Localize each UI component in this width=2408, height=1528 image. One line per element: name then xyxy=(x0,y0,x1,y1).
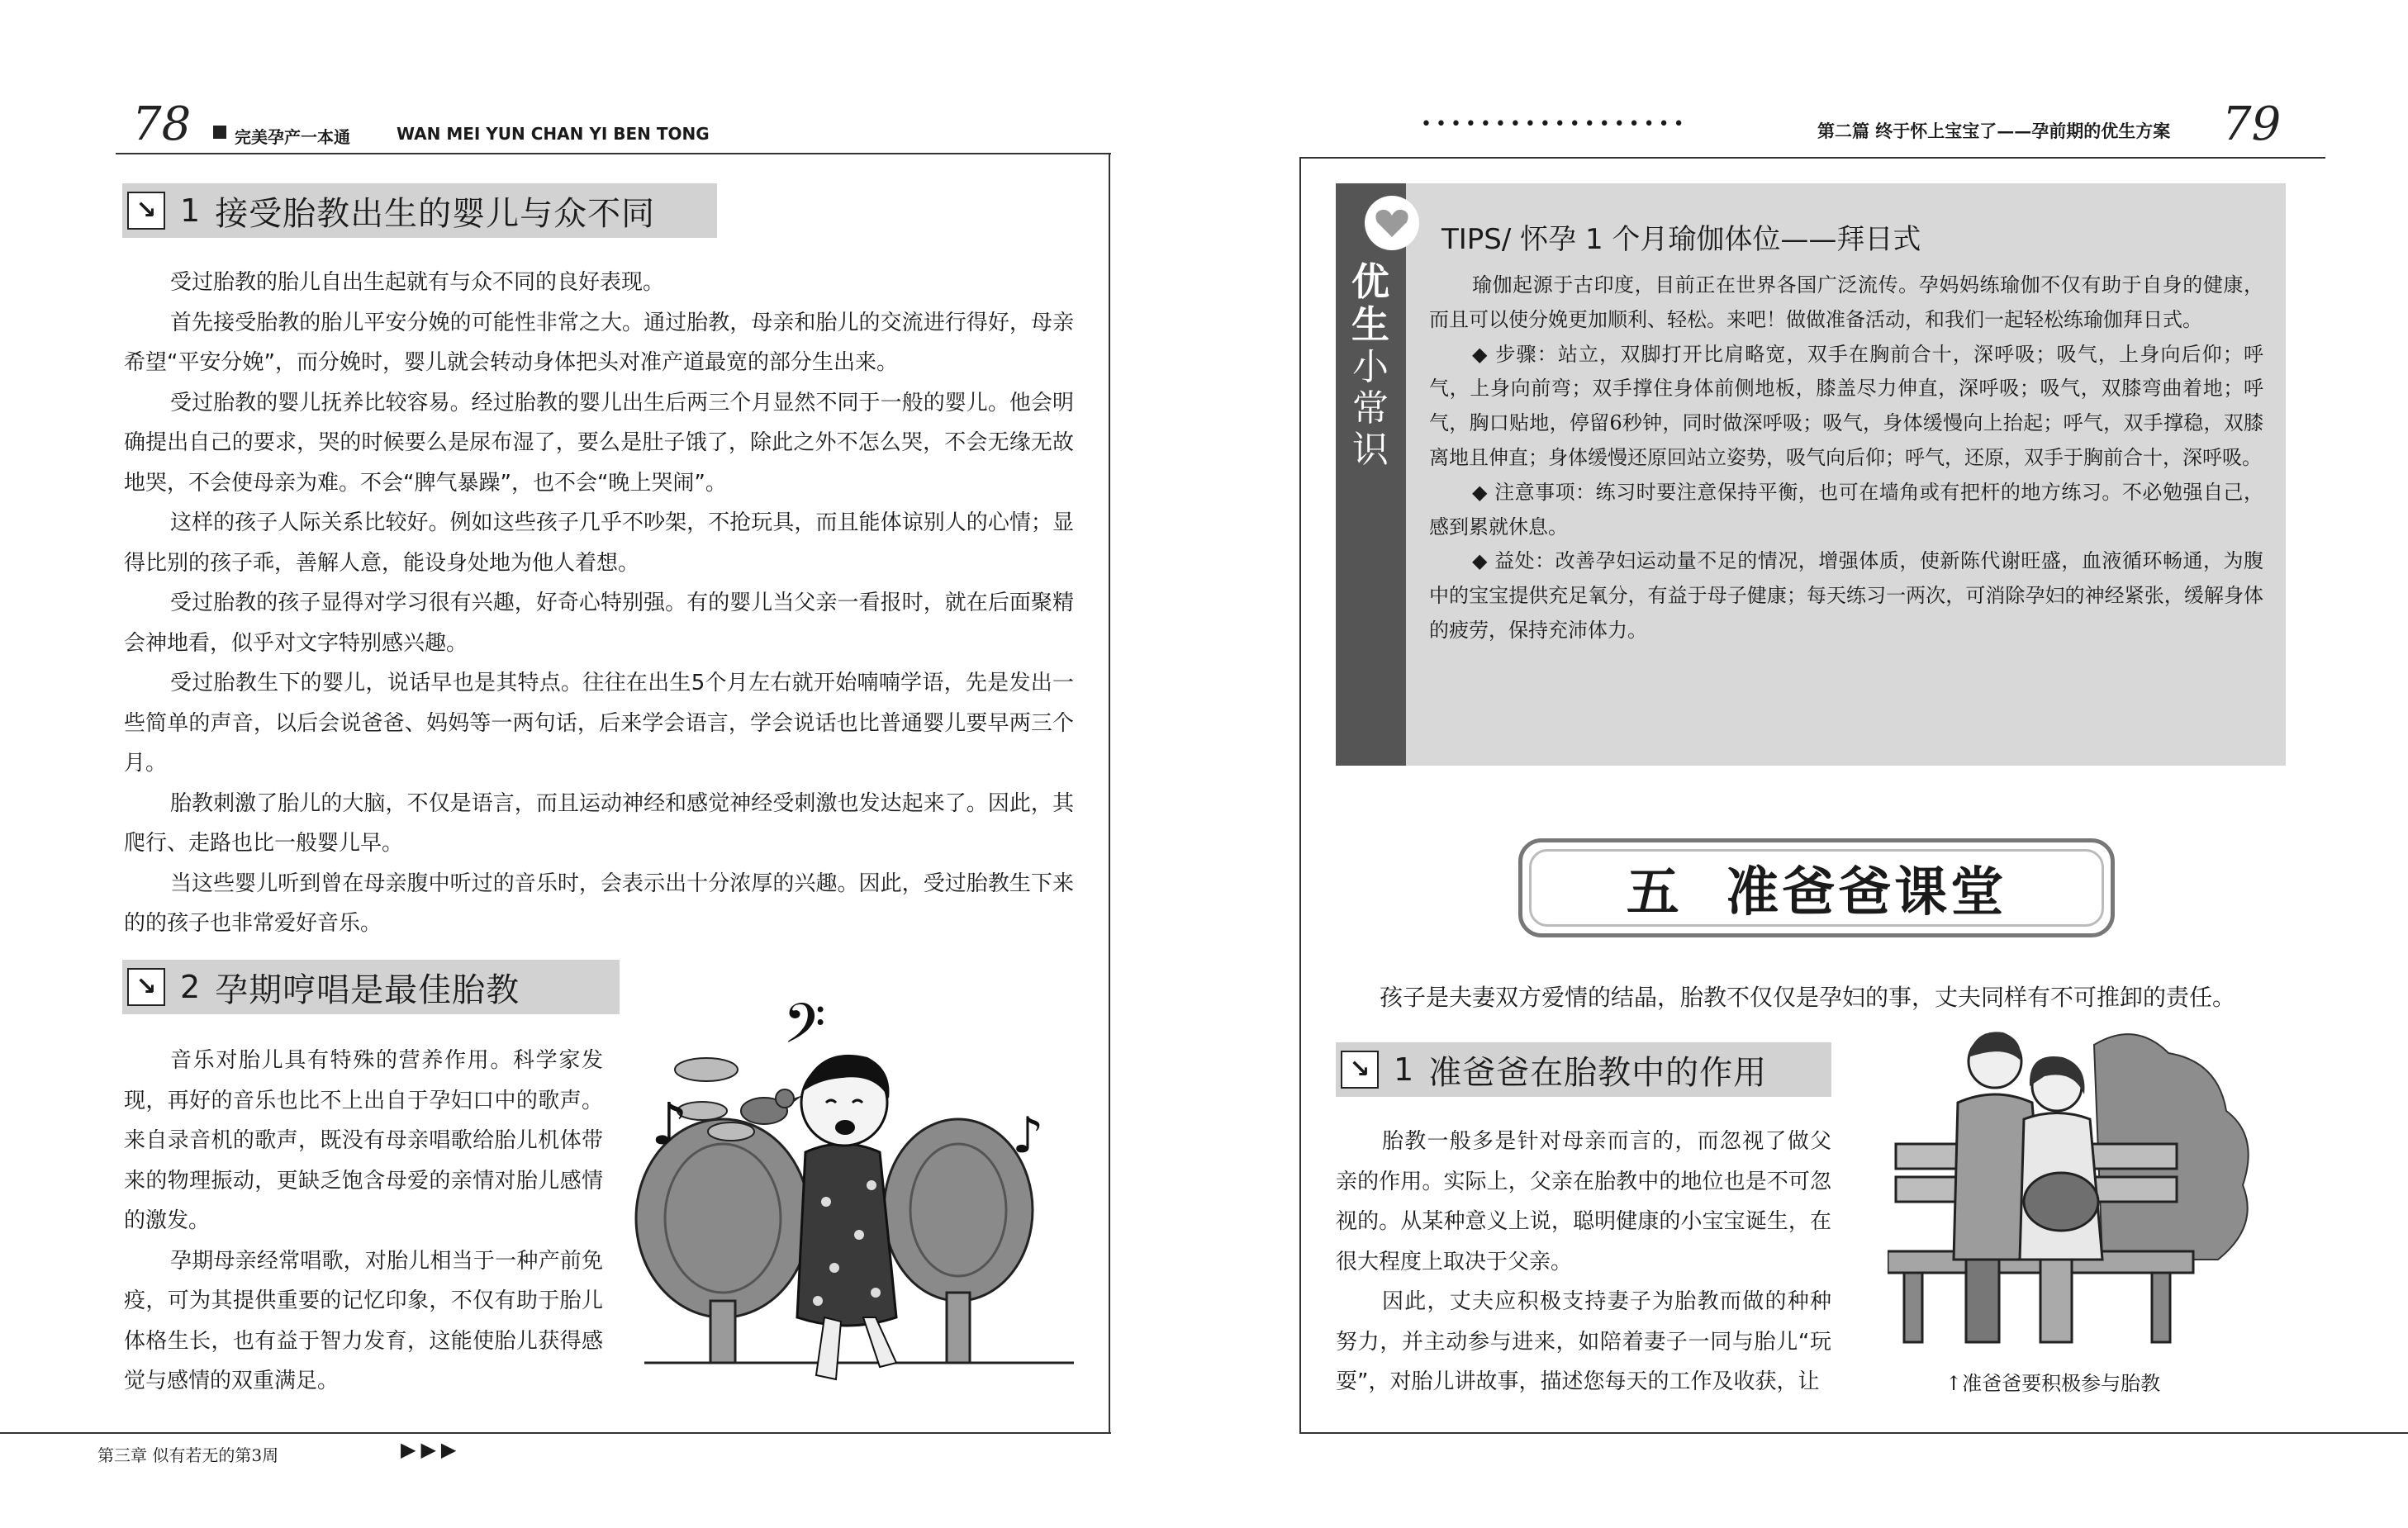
arrow-icon: ↘ xyxy=(1341,1051,1379,1089)
left-page-number: 78 xyxy=(132,97,192,151)
mother-figure xyxy=(797,1055,896,1379)
paragraph: 受过胎教的孩子显得对学习很有兴趣，好奇心特别强。有的婴儿当父亲一看报时，就在后面聚精会神地看，似乎对文字特别感兴趣。 xyxy=(124,591,1074,656)
paragraph: 孕期母亲经常唱歌，对胎儿相当于一种产前免疫，可为其提供重要的记忆印象，不仅有助于胎儿体格生长，也有益于智力发育，这能使胎儿获得感觉与感情的双重满足。 xyxy=(124,1248,603,1393)
cloud-icon xyxy=(708,1122,754,1141)
left-header-rule xyxy=(116,153,1111,154)
bass-clef-icon: 𝄢 xyxy=(783,992,826,1069)
left-page-border xyxy=(1109,154,1110,1432)
chapter-title-box xyxy=(1518,838,2115,937)
paragraph: 首先接受胎教的胎儿平安分娩的可能性非常之大。通过胎教，母亲和胎儿的交流进行得好，母亲希望“平安分娩”，而分娩时，婴儿就会转动身体把头对准产道最宽的部分生出来。 xyxy=(124,310,1074,375)
arrow-icon: ↘ xyxy=(127,192,165,230)
tree-right-icon xyxy=(884,1119,1033,1363)
left-section-1-body xyxy=(124,263,1074,944)
left-section-2-body xyxy=(124,1041,603,1402)
singing-mother-illustration xyxy=(628,987,1090,1400)
footer-chapter: 第三章 似有若无的第3周 xyxy=(97,1445,279,1465)
heart-icon xyxy=(1363,194,1421,252)
chapter-title: 五 准爸爸课堂 xyxy=(1626,861,2007,923)
intro-text: 孩子是夫妻双方爱情的结晶，胎教不仅仅是孕妇的事，丈夫同样有不可推卸的责任。 xyxy=(1380,984,2236,1011)
right-section-1-heading xyxy=(1336,1042,1831,1097)
tips-title: TIPS/ 怀孕 1 个月瑜伽体位——拜日式 xyxy=(1441,223,1921,256)
book-title: 完美孕产一本通 xyxy=(235,127,350,147)
tips-paragraph: ◆ 步骤：站立，双脚打开比肩略宽，双手在胸前合十，深呼吸；吸气，上身向后仰；呼气，上身向前弯；双手撑住身体前侧地板，膝盖尽力伸直，深呼吸；吸气，双膝弯曲着地；呼气，胸口贴地，停留6秒钟，同时做深呼吸；吸气，身体缓慢向上抬起；呼气，双手撑稳，双膝离地且伸直；身体缓慢还原回站立姿势，吸气向后仰；呼气，还原，双手于胸前合十，深呼吸。 xyxy=(1429,342,2263,469)
header-square-icon xyxy=(213,126,226,139)
paragraph: 胎教一般多是针对母亲而言的，而忽视了做父亲的作用。实际上，父亲在胎教中的地位也是不可忽视的。从某种意义上说，聪明健康的小宝宝诞生，在很大程度上取决于父亲。 xyxy=(1336,1129,1831,1274)
music-note-icon: ♪ xyxy=(651,1090,688,1158)
illustration-caption: ↑准爸爸要积极参与胎教 xyxy=(1945,1372,2161,1395)
tips-paragraph: ◆ 注意事项：练习时要注意保持平衡，也可在墙角或有把杆的地方练习。不必勉强自己，感到累就休息。 xyxy=(1429,480,2263,539)
paragraph: 当这些婴儿听到曾在母亲腹中听过的音乐时，会表示出十分浓厚的兴趣。因此，受过胎教生下来的的孩子也非常爱好音乐。 xyxy=(124,871,1074,936)
right-header-text: 第二篇 终于怀上宝宝了——孕前期的优生方案 xyxy=(1817,121,2171,141)
left-section-2-heading xyxy=(122,960,620,1014)
paragraph: 这样的孩子人际关系比较好。例如这些孩子几乎不吵架，不抢玩具，而且能体谅别人的心情；显得比别的孩子乖，善解人意，能设身处地为他人着想。 xyxy=(124,510,1074,576)
book-pinyin: WAN MEI YUN CHAN YI BEN TONG xyxy=(397,124,710,144)
right-page-border xyxy=(1299,157,1301,1434)
paragraph: 音乐对胎儿具有特殊的营养作用。科学家发现，再好的音乐也比不上出自于孕妇口中的歌声。来自录音机的歌声，既没有母亲唱歌给胎儿机体带来的物理振动，更缺乏饱含母爱的亲情对胎儿感情的激发。 xyxy=(124,1048,603,1233)
left-section-1-heading xyxy=(122,183,717,238)
tips-paragraph: ◆ 益处：改善孕妇运动量不足的情况，增强体质，使新陈代谢旺盛，血液循环畅通，为腹中的宝宝提供充足氧分，有益于母子健康；每天练习一两次，可消除孕妇的神经紧张，缓解身体的疲劳，保持充沛体力。 xyxy=(1429,549,2263,642)
paragraph: 受过胎教的婴儿抚养比较容易。经过胎教的婴儿出生后两三个月显然不同于一般的婴儿。他会明确提出自己的要求，哭的时候要么是尿布湿了，要么是肚子饿了，除此之外不怎么哭，不会无缘无故地哭，不会使母亲为难。不会“脾气暴躁”，也不会“晚上哭闹”。 xyxy=(124,390,1074,496)
section-title: 孕期哼唱是最佳胎教 xyxy=(215,970,520,1009)
section-title: 接受胎教出生的婴儿与众不同 xyxy=(215,194,656,233)
tips-paragraph: 瑜伽起源于古印度，目前正在世界各国广泛流传。孕妈妈练瑜伽不仅有助于自身的健康，而且可以使分娩更加顺利、轻松。来吧！做做准备活动，和我们一起轻松练瑜伽拜日式。 xyxy=(1429,273,2263,331)
section-title: 准爸爸在胎教中的作用 xyxy=(1428,1053,1768,1092)
bird-icon xyxy=(741,1089,803,1124)
paragraph: 受过胎教的胎儿自出生起就有与众不同的良好表现。 xyxy=(170,270,665,295)
tips-side-label-bold: 优生 xyxy=(1351,259,1389,347)
music-note-icon: ♪ xyxy=(1012,1107,1044,1165)
paragraph: 因此，丈夫应积极支持妻子为胎教而做的种种努力，并主动参与进来，如陪着妻子一同与胎儿“玩耍”，对胎儿讲故事，描述您每天的工作及收获，让 xyxy=(1336,1289,1831,1394)
header-dots: •••••••••••••••••• xyxy=(1421,114,1688,135)
right-footer-rule xyxy=(1299,1432,2408,1434)
paragraph: 胎教刺激了胎儿的大脑，不仅是语言，而且运动神经和感觉神经受刺激也发达起来了。因此，其爬行、走路也比一般婴儿早。 xyxy=(124,790,1074,856)
tips-body xyxy=(1429,268,2263,648)
paragraph: 受过胎教生下的婴儿，说话早也是其特点。往往在出生5个月左右就开始喃喃学语，先是发出一些简单的声音，以后会说爸爸、妈妈等一两句话，后来学会语言，学会说话也比普通婴儿要早两三个月。 xyxy=(124,671,1074,776)
right-header-rule xyxy=(1301,157,2325,159)
arrow-icon: ↘ xyxy=(127,968,165,1006)
left-footer-rule xyxy=(0,1432,1111,1434)
section-number: 1 xyxy=(180,192,201,229)
tips-side-label-light: 小常识 xyxy=(1352,346,1389,471)
couple-on-bench-illustration xyxy=(1888,1012,2284,1363)
section-number: 1 xyxy=(1394,1051,1414,1088)
section-number: 2 xyxy=(180,969,201,1005)
footer-arrows-icon: ▶▶▶ xyxy=(401,1438,462,1461)
cloud-icon xyxy=(675,1058,738,1081)
mother-figure xyxy=(2020,1056,2102,1342)
right-section-1-body xyxy=(1336,1122,1831,1402)
right-page-number: 79 xyxy=(2222,97,2282,151)
